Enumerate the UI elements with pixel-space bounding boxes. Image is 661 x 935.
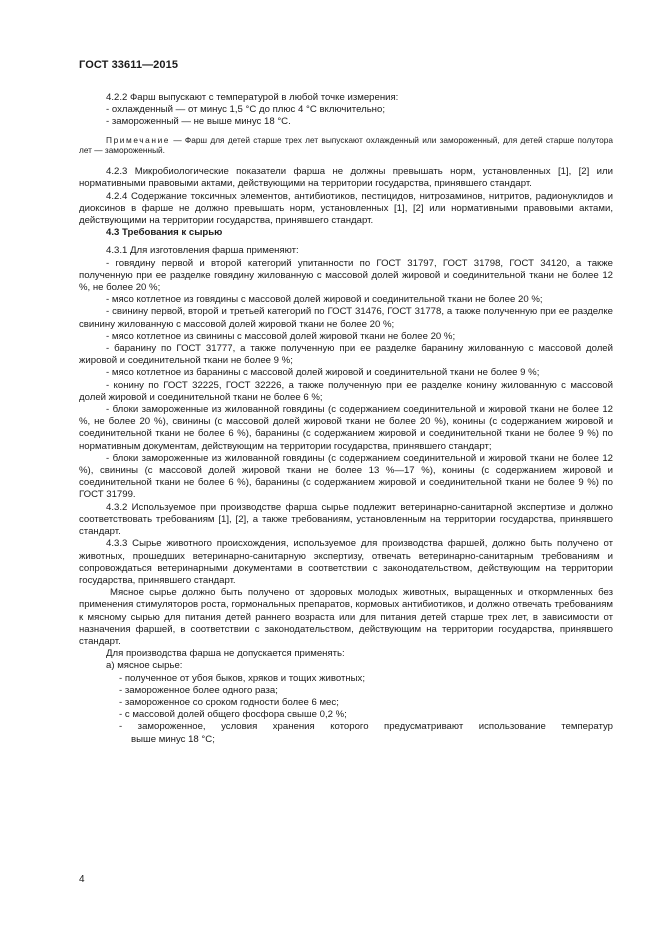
clause-4-3-1: 4.3.1 Для изготовления фарша применяют: (106, 245, 299, 257)
raw-material-item: - блоки замороженные из жилованной говядины (с содержанием соединительной и жировой ткани не более 12 %), свинины (с массовой долей жировой ткани не более 13 %—17 %), конины (с содержанием жировой и соединительной ткани не более 6 %), баранины (с содержанием жировой и соединительной ткани не более 9 %) по ГОСТ 31799. (79, 452, 613, 501)
note-label: Примечание (106, 134, 171, 145)
clause-4-2-3: 4.2.3 Микробиологические показатели фарша не должны превышать норм, установленных [1], [2] или нормативными правовыми актами, действующими на территории государства, принявшего стандарт. (79, 166, 613, 190)
prohibited-item: - замороженное, условия хранения которого предусматривают использование температур (119, 721, 613, 733)
prohibited-item-continuation: выше минус 18 °С; (131, 733, 215, 745)
clause-4-2-2-item: - охлажденный — от минус 1,5 °С до плюс 4 °С включительно; (106, 104, 385, 116)
prohibited-item: - замороженное более одного раза; (119, 684, 278, 696)
clause-4-2-4: 4.2.4 Содержание токсичных элементов, антибиотиков, пестицидов, нитрозаминов, нитритов, радионуклидов и диоксинов в фарше не должно превышать норм, установленных [1], [2] или нормативными правовыми актами, действующими на территории государства, принявшего стандарт. (79, 190, 613, 227)
raw-material-item: - свинину первой, второй и третьей категорий по ГОСТ 31476, ГОСТ 31778, а также полученную при ее разделке свинину жилованную с массовой долей жировой ткани не более 20 %; (79, 306, 613, 330)
clause-4-2-2: 4.2.2 Фарш выпускают с температурой в любой точке измерения: (106, 92, 399, 103)
prohibited-group-a: а) мясное сырье: (106, 660, 183, 672)
meat-requirements-paragraph: Мясное сырье должно быть получено от здоровых молодых животных, выращенных и откормленных без применения стимуляторов роста, гормональных препаратов, кормовых антибиотиков, и должно отвечать требованиям к мясному сырью для питания детей раннего возраста или для питания детей старше трех лет, в зависимости от назначения фаршей, в соответствии с законодательством, действующим на территории государства, принявшего стандарт. (79, 587, 613, 647)
prohibited-item: - замороженное со сроком годности более 6 мес; (119, 696, 339, 708)
prohibited-intro: Для производства фарша не допускается применять: (106, 648, 345, 660)
raw-material-item: - мясо котлетное из свинины с массовой долей жировой ткани не более 20 %; (106, 330, 456, 342)
note-text: — Фарш для детей старше трех лет выпускают охлажденный или замороженный, для детей старше полутора лет — замороженный. (79, 134, 613, 156)
prohibited-item: - с массовой долей общего фосфора свыше 0,2 %; (119, 709, 347, 721)
document-body (79, 92, 613, 746)
raw-material-item: - баранину по ГОСТ 31777, а также полученную при ее разделке баранину жилованную с массовой долей жировой и соединительной ткани не более 9 %; (79, 343, 613, 367)
document-header: ГОСТ 33611—2015 (79, 59, 179, 71)
clause-4-2-2-item: - замороженный — не выше минус 18 °С. (106, 116, 291, 128)
raw-material-item: - мясо котлетное из баранины с массовой долей жировой и соединительной ткани не более 9 %; (106, 367, 540, 379)
raw-material-item: - конину по ГОСТ 32225, ГОСТ 32226, а также полученную при ее разделке конину жилованную с массовой долей жировой и соединительной ткани не более 6 %; (79, 379, 613, 403)
raw-material-item: - говядину первой и второй категорий упитанности по ГОСТ 31797, ГОСТ 31798, ГОСТ 34120, а также полученную при ее разделке говядину жилованную с массовой долей жировой и соединительной ткани не более 12 %, не более 20 %; (79, 257, 613, 294)
raw-material-item: - мясо котлетное из говядины с массовой долей жировой и соединительной ткани не более 20 %; (106, 294, 543, 306)
prohibited-item: - полученное от убоя быков, хряков и тощих животных; (119, 672, 366, 684)
clause-4-3-3: 4.3.3 Сырье животного происхождения, используемое для производства фаршей, должно быть получено от животных, прошедших ветеринарно-санитарную экспертизу, отвечать ветеринарно-санитарным требованиям и сопровождаться ветеринарными документами в соответствии с законодательством, действующим на территории государства, принявшего стандарт. (79, 538, 613, 586)
page-number: 4 (79, 874, 85, 885)
section-title-4-3: 4.3 Требования к сырью (106, 227, 223, 239)
clause-4-3-2: 4.3.2 Используемое при производстве фарша сырье подлежит ветеринарно-санитарной экспертизе и должно соответствовать требованиям [1], [2], а также требованиям, установленным на территории государства, принявшего стандарт. (79, 501, 613, 538)
note (79, 135, 613, 157)
raw-material-item: - блоки замороженные из жилованной говядины (с содержанием соединительной и жировой ткани не более 12 %, не более 20 %), свинины (с массовой долей жировой ткани не более 20 %), конины (с содержанием жировой и соединительной ткани не более 6 %), баранины (с содержанием жировой и соединительной ткани не более 9 %) по нормативным документам, действующим на территории государства, принявшего стандарт; (79, 404, 613, 452)
